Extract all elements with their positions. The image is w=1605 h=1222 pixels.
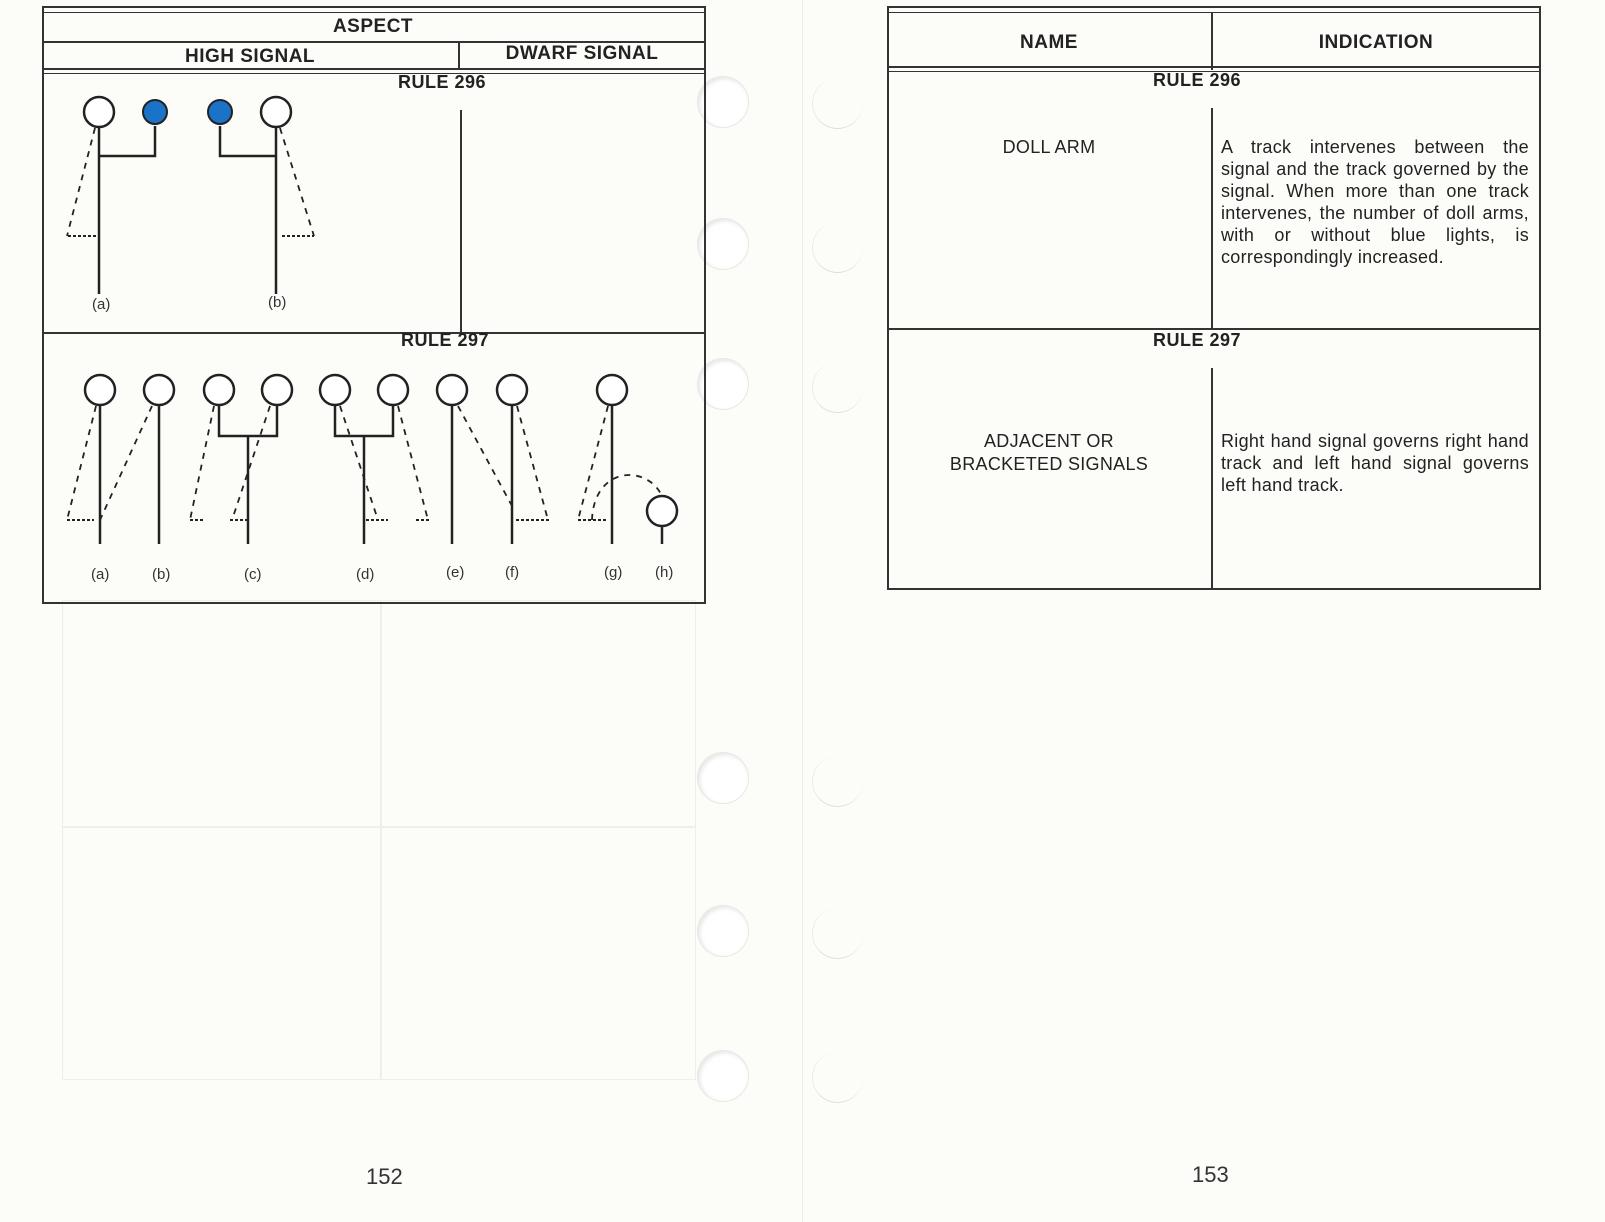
binder-hole-impression: [812, 222, 863, 273]
rule-297-fig-c: (c): [244, 566, 262, 583]
doll-arm-indication: A track intervenes between the signal and the track governed by the signal. When more than one track intervenes, the number of doll arms, with or without blue lights, is correspondingly increased.: [1221, 137, 1529, 267]
doll-arm-bracket: [99, 126, 155, 156]
rule-297-fig-d: (d): [356, 566, 375, 583]
rule-296-fig-b: (b): [268, 294, 287, 311]
rule-296-label-right: RULE 296: [1152, 70, 1242, 90]
signal-lamp: [144, 375, 174, 405]
binder-hole: [697, 1050, 749, 1102]
signal-lamp: [378, 375, 408, 405]
rule-297-fig-h: (h): [655, 564, 674, 581]
dwarf-signal-header: DWARF SIGNAL: [505, 43, 659, 64]
indication-header: INDICATION: [1318, 32, 1434, 53]
binder-hole-impression: [812, 756, 863, 807]
signal-lamp: [84, 97, 114, 127]
rule-297-fig-a: (a): [91, 566, 110, 583]
rule-297-fig-e: (e): [446, 564, 465, 581]
blue-light: [208, 100, 232, 124]
rule-296-label: RULE 296: [397, 72, 487, 92]
rule-297-diagram: [42, 336, 704, 596]
doll-arm-bracket: [220, 126, 276, 156]
signal-lamp: [437, 375, 467, 405]
signal-lamp: [597, 375, 627, 405]
signal-lamp: [497, 375, 527, 405]
aspect-header: ASPECT: [332, 16, 414, 37]
name-line-2: BRACKETED SIGNALS: [949, 454, 1149, 474]
rule-296-diagram: [42, 74, 462, 334]
binder-hole: [697, 905, 749, 957]
rule-297-fig-g: (g): [604, 564, 623, 581]
signal-lamp: [262, 375, 292, 405]
page-gutter: [802, 0, 803, 1222]
binder-hole-impression: [812, 1052, 863, 1103]
rule-297-label-right: RULE 297: [1152, 330, 1242, 350]
signal-lamp: [85, 375, 115, 405]
high-signal-header: HIGH SIGNAL: [184, 46, 316, 67]
rule-297-label: RULE 297: [400, 330, 490, 350]
page-number-left: 152: [366, 1164, 403, 1189]
aspect-table: [42, 6, 706, 604]
page-number-right: 153: [1192, 1162, 1229, 1187]
rule-297-fig-b: (b): [152, 566, 171, 583]
signal-lamp: [320, 375, 350, 405]
signal-lamp: [261, 97, 291, 127]
blue-light: [143, 100, 167, 124]
name-header: NAME: [1020, 32, 1078, 53]
binder-hole: [697, 752, 749, 804]
ghost-row-divider: [62, 826, 696, 828]
bracketed-signals-indication: Right hand signal governs right hand track and left hand signal governs left hand track.: [1221, 431, 1529, 495]
signal-lamp: [647, 496, 677, 526]
rule-296-fig-a: (a): [92, 296, 111, 313]
name-line-1: ADJACENT OR: [984, 431, 1114, 451]
bracketed-signals-name: [887, 430, 1211, 476]
signal-lamp: [204, 375, 234, 405]
indication-table: [887, 6, 1541, 590]
ghost-table-left: [62, 600, 696, 1080]
ghost-table-divider: [380, 600, 382, 1080]
binder-hole-impression: [812, 908, 863, 959]
binder-hole-impression: [812, 362, 863, 413]
rule-297-fig-f: (f): [505, 564, 520, 581]
doll-arm-name: DOLL ARM: [1002, 137, 1096, 157]
